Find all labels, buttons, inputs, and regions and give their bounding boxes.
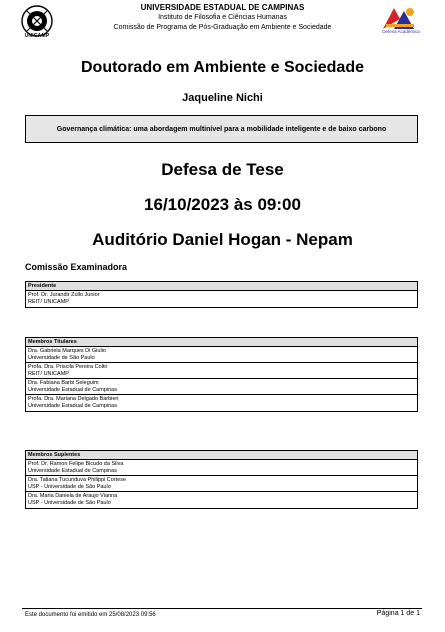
committee-member [26,460,417,476]
author-name: Jaqueline Nichi [182,92,263,104]
member-affiliation: REIT/ UNICAMP [28,299,69,305]
committee-member [26,347,417,363]
event-venue: Auditório Daniel Hogan - Nepam [92,230,353,249]
committee-member [26,363,417,379]
member-name: Dra. Tatiana Tucunduva Philippi Cortese [28,477,127,483]
member-name: Prof. Dr. Jurandir Zullo Junior [28,292,100,298]
group-header: Membros Suplentes [26,451,417,460]
program-title: Doutorado em Ambiente e Sociedade [80,59,364,76]
event-datetime: 16/10/2023 às 09:00 [144,195,301,214]
unicamp-logo-text: UNICAMP [24,33,50,39]
group-header: Membros Titulares [26,338,417,347]
substitute-members-group [25,450,418,509]
member-name: Dra. Maria Daniela de Araujo Vianna [28,493,118,499]
member-affiliation: REIT/ UNICAMP [28,371,69,377]
member-affiliation: USP - Universidade de São Paulo [28,484,111,490]
committee-member [26,379,417,395]
member-name: Dra. Gabriela Marques Di Giulio [28,348,106,354]
titular-members-group [25,337,418,412]
member-affiliation: Universidade Estadual de Campinas [28,403,117,409]
member-affiliation: USP - Universidade de São Paulo [28,500,111,506]
committee-member [26,291,417,307]
group-header: Presidente [26,282,417,291]
committee-title: Comissão Examinadora [25,262,128,272]
footer-divider [22,608,422,609]
university-name: UNIVERSIDADE ESTADUAL DE CAMPINAS [140,3,305,12]
thesis-title-box [25,115,418,143]
institute-name: Instituto de Filosofia e Ciências Humanas [158,14,287,21]
member-name: Dra. Fabiana Barbi Seleguim [28,380,99,386]
member-name: Profa. Dra. Priscila Pereira Coltri [28,364,108,370]
member-name: Profa. Dra. Mariana Delgado Barbieri [28,396,119,402]
page-number: Página 1 de 1 [376,610,420,617]
thesis-title: Governança climática: uma abordagem multinível para a mobilidade inteligente e de baixo carbono [56,125,387,133]
committee-member [26,476,417,492]
event-type: Defesa de Tese [161,160,284,179]
member-name: Prof. Dr. Ramon Felipe Bicudo da Silva [28,461,124,467]
member-affiliation: Universidade de São Paulo [28,355,95,361]
defesa-academica-logo-text: Defesa Acadêmica [382,29,420,34]
member-affiliation: Universidade Estadual de Campinas [28,387,117,393]
commission-name: Comissão de Programa de Pós-Graduação em Ambiente e Sociedade [113,24,332,31]
defesa-academica-logo [380,5,420,31]
issued-timestamp: Este documento foi emitido em 25/08/2023 09:56 [25,612,156,618]
member-affiliation: Universidade Estadual de Campinas [28,468,117,474]
president-group [25,281,418,308]
committee-member [26,395,417,411]
committee-member [26,492,417,508]
